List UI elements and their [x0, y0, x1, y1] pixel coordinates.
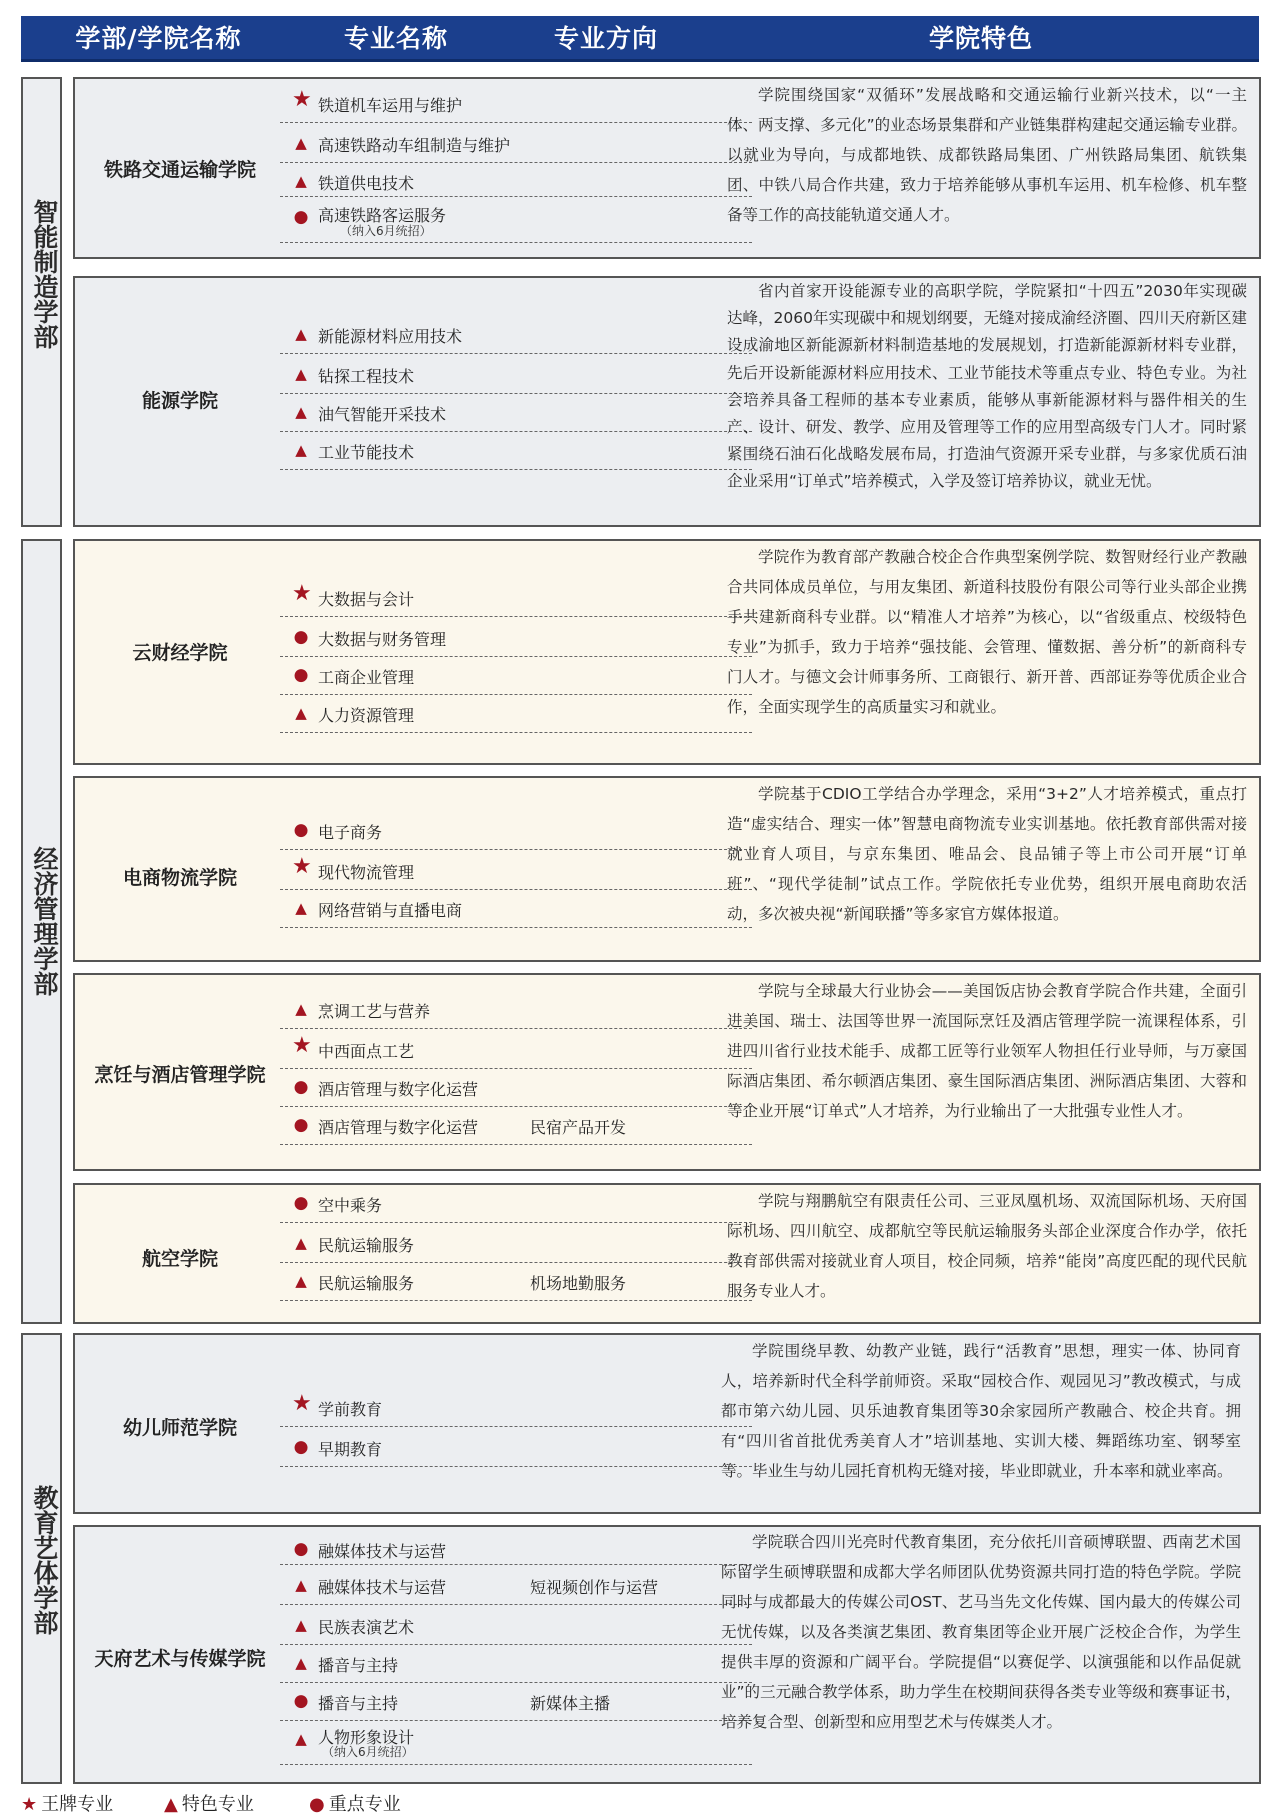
department-label: 智能制造学部 — [30, 199, 59, 349]
major-item — [280, 199, 752, 243]
major-item — [280, 1069, 752, 1107]
major-item — [280, 1031, 752, 1069]
major-name: 人物形象设计 — [318, 1728, 415, 1747]
major-direction: 机场地勤服务 — [530, 1274, 627, 1293]
college-feature: 学院与全球最大行业协会——美国饭店协会教育学院合作共建，全面引进美国、瑞士、法国等世界一流国际烹饪及酒店管理学院一流课程体系，引进四川省行业技术能手、成都工匠等行业领军人物担任行业导师，与万豪国际酒店集团、希尔顿酒店集团、豪生国际酒店集团、洲际酒店集团、大蓉和等企业开展“订单式”人才培养，为行业输出了一大批强专业性人才。 — [727, 982, 1247, 1120]
major-name: 钻探工程技术 — [318, 367, 415, 386]
header-dept: 学部/学院名称 — [75, 24, 242, 53]
college-feature: 学院围绕早教、幼教产业链，践行“活教育”思想，理实一体、协同育人，培养新时代全科学前师资。采取“园校合作、观园见习”教改模式，与成都市第六幼儿园、贝乐迪教育集团等30余家园所产教融合、校企共育。拥有“四川省首批优秀美育人才”培训基地、实训大楼、舞蹈练功室、钢琴室等。毕业生与幼儿园托育机构无缝对接，毕业即就业，升本率和就业率高。 — [721, 1342, 1241, 1480]
triangle-icon: ▲ — [295, 1272, 307, 1290]
college-ecommerce — [73, 776, 1261, 962]
major-note: （纳入6月统招） — [340, 224, 432, 238]
major-name: 人力资源管理 — [318, 706, 415, 725]
table-header — [21, 16, 1259, 62]
major-item — [280, 852, 752, 890]
dot-icon: ● — [293, 1437, 309, 1457]
header-major: 专业名称 — [343, 24, 448, 53]
major-name: 大数据与财务管理 — [318, 630, 447, 649]
star-icon: ★ — [292, 581, 312, 606]
college-name: 幼儿师范学院 — [122, 1417, 237, 1439]
major-name: 学前教育 — [318, 1400, 383, 1419]
dot-icon: ● — [293, 627, 309, 647]
triangle-icon: ▲ — [164, 1794, 178, 1815]
major-item — [280, 1607, 752, 1645]
major-item — [280, 657, 752, 695]
major-name: 空中乘务 — [318, 1196, 383, 1215]
star-icon: ★ — [292, 87, 312, 112]
star-icon: ★ — [292, 1033, 312, 1058]
college-name: 能源学院 — [141, 390, 218, 412]
major-name: 烹调工艺与营养 — [318, 1002, 431, 1021]
major-item — [280, 1429, 752, 1467]
dot-icon: ● — [293, 1077, 309, 1097]
triangle-icon: ▲ — [295, 365, 307, 383]
college-name: 铁路交通运输学院 — [103, 159, 256, 181]
major-name: 新能源材料应用技术 — [318, 327, 463, 346]
major-item — [280, 394, 752, 432]
legend-item-triangle — [164, 1790, 254, 1816]
star-icon: ★ — [21, 1794, 38, 1815]
dot-icon: ● — [293, 1115, 309, 1135]
department-label: 教育艺体学部 — [30, 1485, 59, 1635]
dot-icon: ● — [293, 1193, 309, 1213]
major-item — [280, 125, 752, 163]
major-name: 播音与主持 — [318, 1656, 399, 1675]
dot-icon: ● — [293, 1691, 309, 1711]
major-item — [280, 890, 752, 928]
dot-icon: ● — [293, 665, 309, 685]
major-item — [280, 812, 752, 850]
legend-item-star — [21, 1790, 113, 1816]
college-feature: 学院联合四川光亮时代教育集团，充分依托川音硕博联盟、西南艺术国际留学生硕博联盟和成都大学名师团队优势资源共同打造的特色学院。学院同时与成都最大的传媒公司OST、艺马当先文化传媒、国内最大的传媒公司无忧传媒，以及各类演艺集团、教育集团等企业开展广泛校企合作，为学生提供丰厚的资源和广阔平台。学院提倡“以赛促学、以演强能和以作品促就业”的三元融合教学体系，助力学生在校期间获得各类专业等级和赛事证书，培养复合型、创新型和应用型艺术与传媒类人才。 — [721, 1533, 1241, 1731]
legend-item-dot — [309, 1790, 401, 1816]
major-item — [280, 695, 752, 733]
department-label: 经济管理学部 — [30, 846, 59, 996]
header-direction: 专业方向 — [553, 24, 658, 53]
major-name: 融媒体技术与运营 — [318, 1542, 447, 1561]
college-energy — [73, 276, 1261, 527]
major-item — [280, 163, 752, 197]
major-item — [280, 1185, 752, 1223]
major-item — [280, 432, 752, 470]
major-item — [280, 1107, 752, 1145]
dot-icon: ● — [293, 1539, 309, 1559]
triangle-icon: ▲ — [295, 1234, 307, 1252]
triangle-icon: ▲ — [295, 704, 307, 722]
major-name: 高速铁路动车组制造与维护 — [318, 136, 511, 155]
major-name: 民族表演艺术 — [318, 1618, 415, 1637]
major-direction: 新媒体主播 — [530, 1694, 611, 1713]
star-icon: ★ — [292, 854, 312, 879]
major-name: 融媒体技术与运营 — [318, 1578, 447, 1597]
major-name: 高速铁路客运服务 — [318, 206, 447, 225]
major-direction: 短视频创作与运营 — [530, 1578, 659, 1597]
major-direction: 民宿产品开发 — [530, 1118, 627, 1137]
major-name: 早期教育 — [318, 1440, 383, 1459]
triangle-icon: ▲ — [295, 441, 307, 459]
major-name: 工商企业管理 — [318, 668, 415, 687]
major-item — [280, 1531, 752, 1565]
department-intelligent-manufacturing — [21, 77, 62, 527]
college-finance — [73, 539, 1261, 765]
major-name: 播音与主持 — [318, 1694, 399, 1713]
major-item — [280, 316, 752, 354]
triangle-icon: ▲ — [295, 403, 307, 421]
major-item — [280, 1567, 752, 1605]
college-aviation — [73, 1183, 1261, 1324]
major-item — [280, 619, 752, 657]
college-feature: 学院与翔鹏航空有限责任公司、三亚凤凰机场、双流国际机场、天府国际机场、四川航空、成都航空等民航运输服务头部企业深度合作办学，依托教育部供需对接就业育人项目，校企同频，培养“能岗”高度匹配的现代民航服务专业人才。 — [727, 1192, 1247, 1300]
triangle-icon: ▲ — [295, 1000, 307, 1018]
legend-label: 特色专业 — [181, 1794, 254, 1815]
major-name: 铁道机车运用与维护 — [318, 96, 463, 115]
college-name: 航空学院 — [141, 1248, 218, 1270]
triangle-icon: ▲ — [295, 325, 307, 343]
major-name: 大数据与会计 — [318, 590, 415, 609]
major-name: 酒店管理与数字化运营 — [318, 1118, 479, 1137]
dot-icon: ● — [309, 1794, 325, 1815]
college-name: 电商物流学院 — [122, 867, 237, 889]
major-name: 电子商务 — [318, 823, 383, 842]
major-name: 工业节能技术 — [318, 443, 415, 462]
college-culinary-hotel — [73, 973, 1261, 1171]
triangle-icon: ▲ — [295, 1654, 307, 1672]
legend-label: 重点专业 — [328, 1794, 401, 1815]
major-item — [280, 1263, 752, 1301]
college-preschool — [73, 1333, 1261, 1514]
college-name: 云财经学院 — [132, 642, 228, 664]
college-feature: 省内首家开设能源专业的高职学院，学院紧扣“十四五”2030年实现碳达峰，2060年实现碳中和规划纲要，无缝对接成渝经济圈、四川天府新区建设成渝地区新能源新材料制造基地的发展规划，打造新能源新材料专业群，先后开设新能源材料应用技术、工业节能技术等重点专业、特色专业。为社会培养具备工程师的基本专业素质，能够从事新能源材料与器件相关的生产、设计、研发、教学、应用及管理等工作的应用型高级专门人才。同时紧紧围绕石油石化战略发展布局，打造油气资源开采专业群，与多家优质石油企业采用“订单式”培养模式，入学及签订培养协议，就业无忧。 — [727, 282, 1247, 491]
dot-icon: ● — [293, 820, 309, 840]
major-item — [280, 1721, 752, 1765]
triangle-icon: ▲ — [295, 899, 307, 917]
header-feature: 学院特色 — [928, 24, 1033, 53]
major-name: 铁道供电技术 — [318, 174, 415, 193]
major-item — [280, 579, 752, 617]
department-economics-management — [21, 539, 62, 1324]
star-icon: ★ — [292, 1391, 312, 1416]
legend — [21, 1790, 721, 1818]
college-name: 烹饪与酒店管理学院 — [94, 1064, 266, 1086]
triangle-icon: ▲ — [295, 1616, 307, 1634]
major-item — [280, 1389, 752, 1427]
major-name: 现代物流管理 — [318, 863, 415, 882]
major-note: （纳入6月统招） — [322, 1745, 414, 1759]
major-name: 网络营销与直播电商 — [318, 901, 463, 920]
triangle-icon: ▲ — [295, 1730, 307, 1748]
legend-label: 王牌专业 — [41, 1794, 114, 1815]
dot-icon: ● — [293, 207, 309, 227]
major-item — [280, 356, 752, 394]
major-item — [280, 1645, 752, 1683]
major-name: 中西面点工艺 — [318, 1042, 415, 1061]
triangle-icon: ▲ — [295, 1576, 307, 1594]
triangle-icon: ▲ — [295, 134, 307, 152]
major-item — [280, 1225, 752, 1263]
major-name: 民航运输服务 — [318, 1274, 415, 1293]
major-item — [280, 991, 752, 1029]
major-name: 酒店管理与数字化运营 — [318, 1080, 479, 1099]
college-feature: 学院作为教育部产教融合校企合作典型案例学院、数智财经行业产教融合共同体成员单位，与用友集团、新道科技股份有限公司等行业头部企业携手共建新商科专业群。以“精准人才培养”为核心，以“省级重点、校级特色专业”为抓手，致力于培养“强技能、会管理、懂数据、善分析”的新商科专门人才。与德文会计师事务所、工商银行、新开普、西部证券等优质企业合作，全面实现学生的高质量实习和就业。 — [727, 548, 1247, 716]
major-name: 民航运输服务 — [318, 1236, 415, 1255]
college-name: 天府艺术与传媒学院 — [94, 1648, 266, 1670]
college-feature: 学院基于CDIO工学结合办学理念，采用“3+2”人才培养模式，重点打造“虚实结合、理实一体”智慧电商物流专业实训基地。依托教育部供需对接就业育人项目，与京东集团、唯品会、良品铺子等上市公司开展“订单班”、“现代学徒制”试点工作。学院依托专业优势，组织开展电商助农活动，多次被央视“新闻联播”等多家官方媒体报道。 — [727, 785, 1247, 923]
major-name: 油气智能开采技术 — [318, 405, 447, 424]
department-education-arts — [21, 1333, 62, 1784]
college-arts-media — [73, 1525, 1261, 1784]
triangle-icon: ▲ — [295, 172, 307, 190]
college-railway — [73, 77, 1261, 259]
college-feature: 学院围绕国家“双循环”发展战略和交通运输行业新兴技术，以“一主体、两支撑、多元化”的业态场景集群和产业链集群构建起交通运输专业群。以就业为导向，与成都地铁、成都铁路局集团、广州铁路局集团、航铁集团、中铁八局合作共建，致力于培养能够从事机车运用、机车检修、机车整备等工作的高技能轨道交通人才。 — [727, 86, 1247, 224]
major-item — [280, 1683, 752, 1721]
major-item — [280, 85, 752, 123]
